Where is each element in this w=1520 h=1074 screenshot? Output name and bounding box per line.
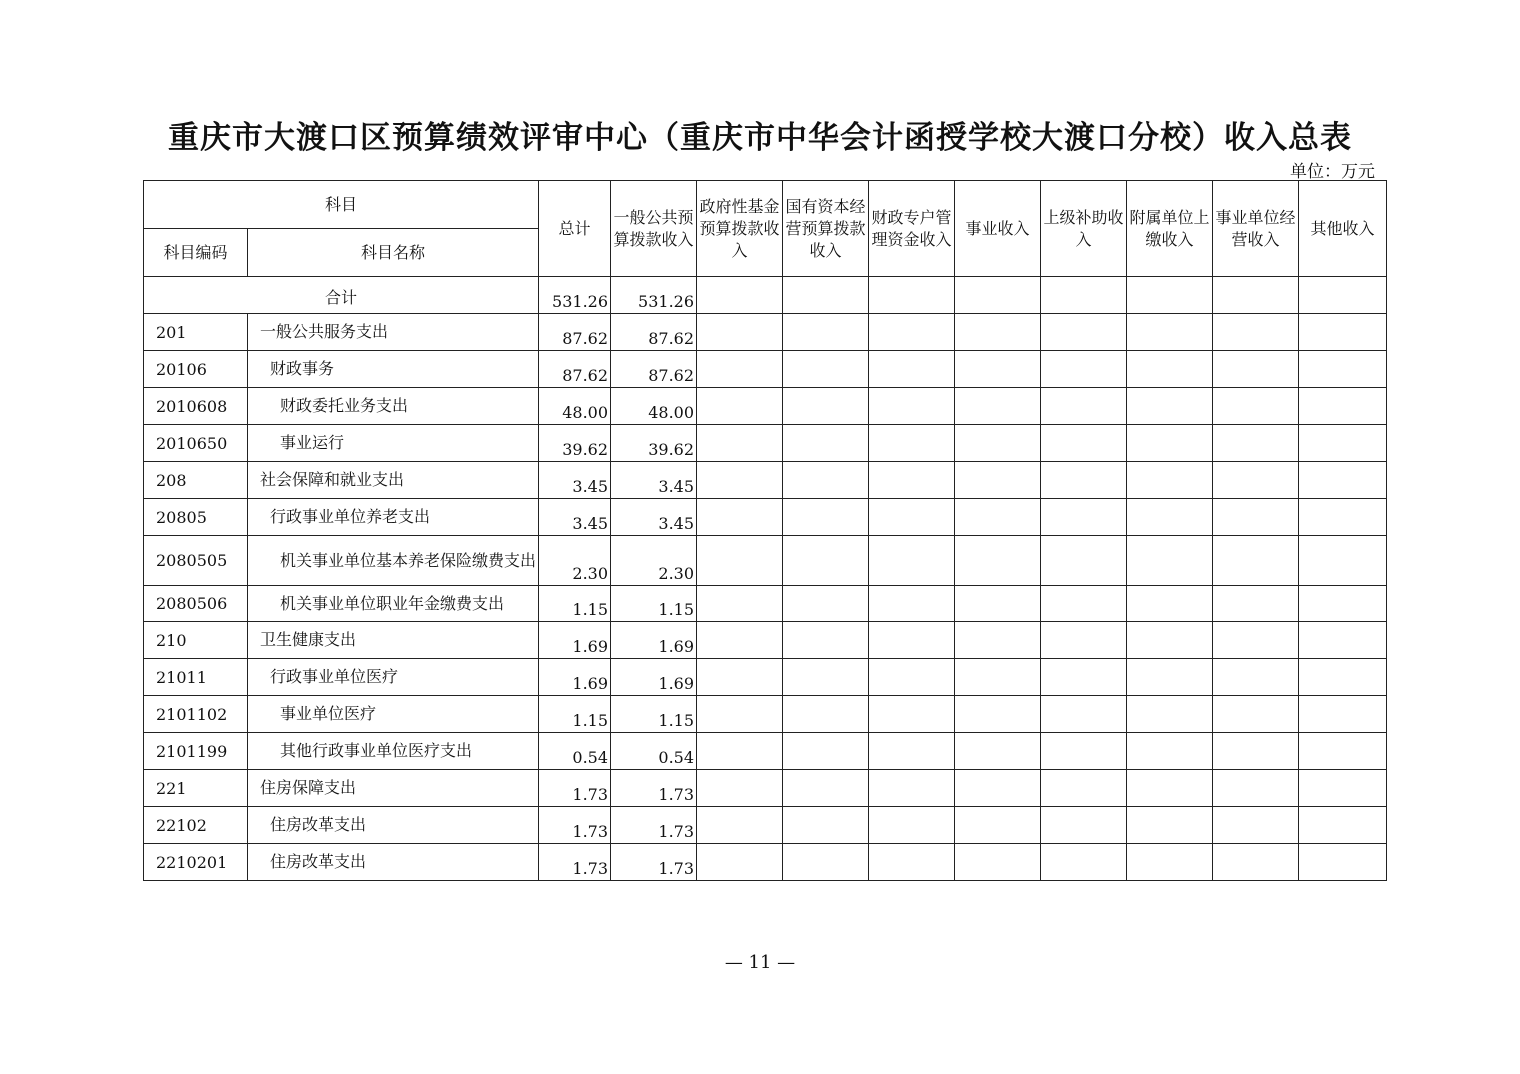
empty-cell: [1127, 425, 1213, 462]
empty-cell: [955, 351, 1041, 388]
empty-cell: [1299, 351, 1387, 388]
empty-cell: [869, 770, 955, 807]
empty-cell: [1041, 622, 1127, 659]
empty-cell: [1299, 733, 1387, 770]
empty-cell: [869, 314, 955, 351]
empty-cell: [1213, 770, 1299, 807]
income-table: [143, 180, 1387, 881]
empty-cell: [955, 499, 1041, 536]
empty-cell: [1041, 659, 1127, 696]
empty-cell: [697, 696, 783, 733]
empty-cell: [1299, 622, 1387, 659]
empty-cell: [955, 388, 1041, 425]
row-code: 208: [144, 462, 248, 499]
header-total: 总计: [539, 181, 611, 277]
row-total: 0.54: [539, 733, 611, 770]
empty-cell: [783, 536, 869, 586]
empty-cell: [1041, 807, 1127, 844]
empty-cell: [1127, 499, 1213, 536]
empty-cell: [955, 586, 1041, 622]
empty-cell: [1213, 586, 1299, 622]
row-general: 3.45: [611, 462, 697, 499]
row-name: 机关事业单位职业年金缴费支出: [248, 586, 539, 622]
empty-cell: [697, 351, 783, 388]
empty-cell: [1213, 388, 1299, 425]
empty-cell: [1213, 499, 1299, 536]
total-general-amount: 531.26: [611, 277, 697, 314]
row-code: 22102: [144, 807, 248, 844]
empty-cell: [1041, 425, 1127, 462]
row-general: 2.30: [611, 536, 697, 586]
empty-cell: [955, 807, 1041, 844]
empty-cell: [1299, 499, 1387, 536]
row-general: 87.62: [611, 314, 697, 351]
header-superior-subsidy: 上级补助收入: [1041, 181, 1127, 277]
empty-cell: [955, 696, 1041, 733]
empty-cell: [1127, 659, 1213, 696]
empty-cell: [1213, 659, 1299, 696]
row-name: 卫生健康支出: [248, 622, 539, 659]
header-operating-income: 事业单位经营收入: [1213, 181, 1299, 277]
empty-cell: [955, 659, 1041, 696]
total-label: 合计: [144, 277, 539, 314]
row-name: 行政事业单位养老支出: [248, 499, 539, 536]
row-general: 1.73: [611, 770, 697, 807]
row-name: 财政委托业务支出: [248, 388, 539, 425]
table-row: [144, 622, 1387, 659]
empty-cell: [1299, 536, 1387, 586]
empty-cell: [1041, 351, 1127, 388]
table-row: [144, 499, 1387, 536]
table-row: [144, 659, 1387, 696]
empty-cell: [1213, 844, 1299, 881]
empty-cell: [783, 807, 869, 844]
row-total: 1.15: [539, 696, 611, 733]
row-total: 1.73: [539, 807, 611, 844]
empty-cell: [1041, 770, 1127, 807]
table-row: [144, 770, 1387, 807]
row-code: 21011: [144, 659, 248, 696]
row-code: 2010650: [144, 425, 248, 462]
table-row: [144, 388, 1387, 425]
empty-cell: [697, 659, 783, 696]
empty-cell: [697, 314, 783, 351]
empty-cell: [1299, 659, 1387, 696]
empty-cell: [1213, 425, 1299, 462]
row-code: 210: [144, 622, 248, 659]
empty-cell: [869, 696, 955, 733]
row-name: 住房保障支出: [248, 770, 539, 807]
row-total: 39.62: [539, 425, 611, 462]
empty-cell: [869, 622, 955, 659]
row-name: 事业运行: [248, 425, 539, 462]
empty-cell: [1213, 622, 1299, 659]
header-affiliated-unit: 附属单位上缴收入: [1127, 181, 1213, 277]
empty-cell: [1041, 462, 1127, 499]
empty-cell: [1299, 844, 1387, 881]
empty-cell: [1127, 844, 1213, 881]
empty-cell: [697, 536, 783, 586]
empty-cell: [783, 351, 869, 388]
header-code: 科目编码: [144, 229, 248, 277]
empty-cell: [955, 314, 1041, 351]
row-total: 3.45: [539, 499, 611, 536]
unit-label: 单位：万元: [1290, 162, 1375, 182]
empty-cell: [1041, 844, 1127, 881]
empty-cell: [783, 586, 869, 622]
empty-cell: [1041, 586, 1127, 622]
empty-cell: [783, 425, 869, 462]
empty-cell: [869, 586, 955, 622]
empty-cell: [697, 807, 783, 844]
row-total: 3.45: [539, 462, 611, 499]
empty-cell: [869, 499, 955, 536]
row-name: 财政事务: [248, 351, 539, 388]
empty-cell: [1041, 499, 1127, 536]
empty-cell: [783, 696, 869, 733]
table-row: [144, 425, 1387, 462]
table-row: [144, 733, 1387, 770]
empty-cell: [783, 388, 869, 425]
row-code: 2210201: [144, 844, 248, 881]
empty-cell: [1213, 696, 1299, 733]
empty-cell: [1299, 807, 1387, 844]
table-row: [144, 351, 1387, 388]
row-code: 2101199: [144, 733, 248, 770]
row-name: 社会保障和就业支出: [248, 462, 539, 499]
row-code: 20106: [144, 351, 248, 388]
empty-cell: [1041, 733, 1127, 770]
empty-cell: [1299, 586, 1387, 622]
empty-cell: [697, 425, 783, 462]
empty-cell: [1299, 770, 1387, 807]
table-row: [144, 696, 1387, 733]
empty-cell: [955, 844, 1041, 881]
empty-cell: [1127, 622, 1213, 659]
empty-cell: [1299, 696, 1387, 733]
empty-cell: [783, 844, 869, 881]
row-name: 一般公共服务支出: [248, 314, 539, 351]
empty-cell: [1299, 388, 1387, 425]
row-code: 221: [144, 770, 248, 807]
row-name: 事业单位医疗: [248, 696, 539, 733]
row-general: 1.73: [611, 844, 697, 881]
empty-cell: [783, 770, 869, 807]
row-general: 48.00: [611, 388, 697, 425]
empty-cell: [1127, 586, 1213, 622]
row-code: 201: [144, 314, 248, 351]
row-code: 2080505: [144, 536, 248, 586]
empty-cell: [783, 462, 869, 499]
empty-cell: [1127, 388, 1213, 425]
empty-cell: [1213, 462, 1299, 499]
empty-cell: [869, 462, 955, 499]
empty-cell: [1041, 696, 1127, 733]
row-name: 其他行政事业单位医疗支出: [248, 733, 539, 770]
empty-cell: [697, 770, 783, 807]
row-name: 行政事业单位医疗: [248, 659, 539, 696]
row-code: 2010608: [144, 388, 248, 425]
empty-cell: [783, 499, 869, 536]
empty-cell: [697, 586, 783, 622]
empty-cell: [1213, 807, 1299, 844]
row-total: 1.69: [539, 659, 611, 696]
empty-cell: [955, 770, 1041, 807]
empty-cell: [869, 844, 955, 881]
empty-cell: [1213, 314, 1299, 351]
row-code: 20805: [144, 499, 248, 536]
empty-cell: [1127, 536, 1213, 586]
empty-cell: [955, 536, 1041, 586]
empty-cell: [869, 351, 955, 388]
row-name: 机关事业单位基本养老保险缴费支出: [248, 536, 539, 586]
empty-cell: [1041, 388, 1127, 425]
total-row: [144, 277, 1387, 314]
empty-cell: [1127, 462, 1213, 499]
page-number: — 11 —: [724, 952, 796, 973]
header-state-capital: 国有资本经营预算拨款收入: [783, 181, 869, 277]
row-general: 39.62: [611, 425, 697, 462]
empty-cell: [869, 807, 955, 844]
header-general-budget: 一般公共预算拨款收入: [611, 181, 697, 277]
table-row: [144, 536, 1387, 586]
table-row: [144, 586, 1387, 622]
empty-cell: [869, 425, 955, 462]
empty-cell: [1213, 733, 1299, 770]
empty-cell: [1127, 351, 1213, 388]
empty-cell: [1127, 696, 1213, 733]
row-name: 住房改革支出: [248, 844, 539, 881]
empty-cell: [783, 733, 869, 770]
row-total: 1.73: [539, 770, 611, 807]
empty-cell: [697, 499, 783, 536]
empty-cell: [1299, 314, 1387, 351]
header-business-income: 事业收入: [955, 181, 1041, 277]
row-general: 1.15: [611, 696, 697, 733]
empty-cell: [1127, 314, 1213, 351]
row-general: 0.54: [611, 733, 697, 770]
row-general: 87.62: [611, 351, 697, 388]
row-general: 1.69: [611, 622, 697, 659]
row-total: 87.62: [539, 314, 611, 351]
header-special-account: 财政专户管理资金收入: [869, 181, 955, 277]
table-row: [144, 807, 1387, 844]
empty-cell: [697, 733, 783, 770]
row-total: 48.00: [539, 388, 611, 425]
empty-cell: [783, 622, 869, 659]
row-total: 1.69: [539, 622, 611, 659]
empty-cell: [1127, 733, 1213, 770]
empty-cell: [955, 462, 1041, 499]
total-amount: 531.26: [539, 277, 611, 314]
empty-cell: [697, 844, 783, 881]
table-row: [144, 462, 1387, 499]
empty-cell: [1299, 425, 1387, 462]
empty-cell: [1127, 770, 1213, 807]
empty-cell: [783, 314, 869, 351]
empty-cell: [1041, 314, 1127, 351]
row-code: 2080506: [144, 586, 248, 622]
empty-cell: [869, 733, 955, 770]
header-subject: 科目: [144, 181, 539, 229]
header-gov-fund: 政府性基金预算拨款收入: [697, 181, 783, 277]
page-title: 重庆市大渡口区预算绩效评审中心（重庆市中华会计函授学校大渡口分校）收入总表: [168, 120, 1352, 156]
empty-cell: [783, 659, 869, 696]
row-total: 1.73: [539, 844, 611, 881]
header-other-income: 其他收入: [1299, 181, 1387, 277]
empty-cell: [1213, 536, 1299, 586]
empty-cell: [1299, 462, 1387, 499]
empty-cell: [697, 462, 783, 499]
row-general: 1.69: [611, 659, 697, 696]
empty-cell: [869, 659, 955, 696]
empty-cell: [1213, 351, 1299, 388]
row-name: 住房改革支出: [248, 807, 539, 844]
empty-cell: [869, 536, 955, 586]
row-total: 87.62: [539, 351, 611, 388]
row-general: 1.73: [611, 807, 697, 844]
row-general: 1.15: [611, 586, 697, 622]
header-name: 科目名称: [248, 229, 539, 277]
empty-cell: [955, 622, 1041, 659]
table-row: [144, 844, 1387, 881]
row-general: 3.45: [611, 499, 697, 536]
empty-cell: [697, 622, 783, 659]
table-row: [144, 314, 1387, 351]
empty-cell: [955, 733, 1041, 770]
row-total: 1.15: [539, 586, 611, 622]
empty-cell: [869, 388, 955, 425]
empty-cell: [1127, 807, 1213, 844]
empty-cell: [955, 425, 1041, 462]
empty-cell: [1041, 536, 1127, 586]
empty-cell: [697, 388, 783, 425]
row-code: 2101102: [144, 696, 248, 733]
row-total: 2.30: [539, 536, 611, 586]
